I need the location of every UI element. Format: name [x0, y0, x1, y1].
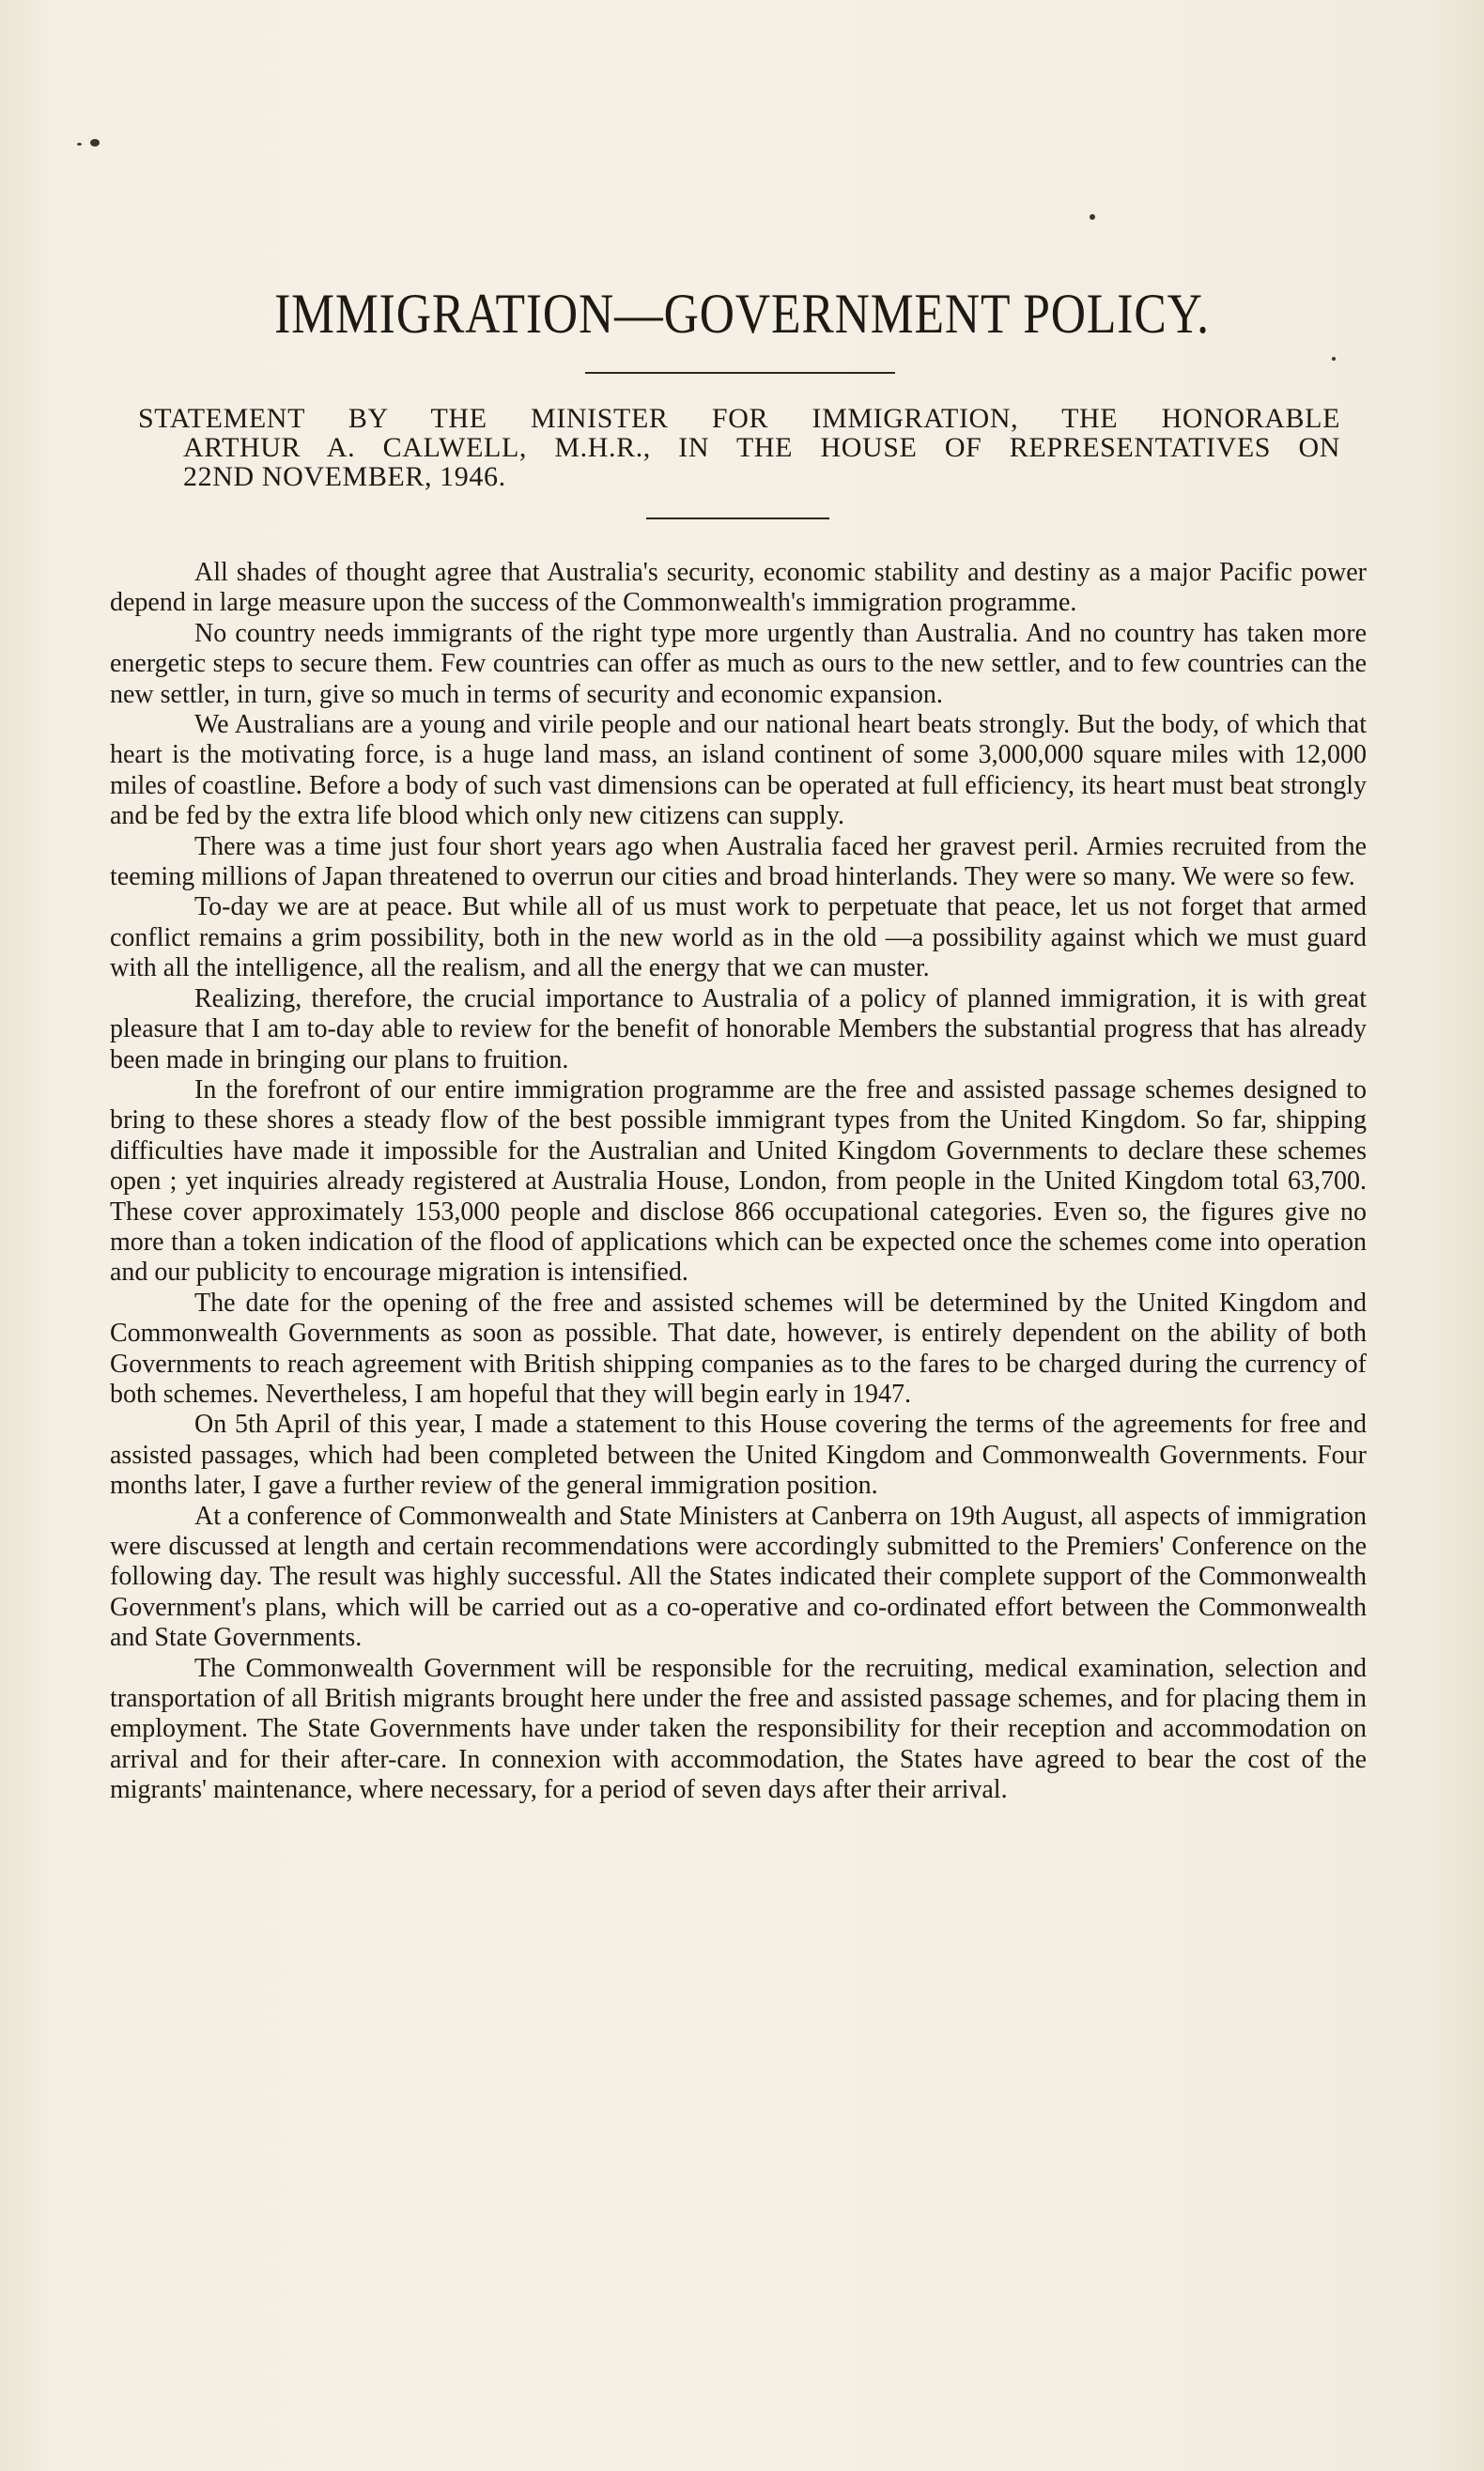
paragraph: We Australians are a young and virile people and our national heart beats strongly. But the body, of which that heart is the motivating force, is a huge land mass, an island continent of some 3,000,000 square miles with 12,000 miles of coastline. Before a body of such vast dimensions can be operated at full efficiency, its heart must beat strongly and be fed by the extra life blood which only new citizens can supply.	[110, 710, 1367, 831]
ink-speck	[1090, 214, 1095, 220]
statement-line-2: ARTHUR A. CALWELL, M.H.R., IN THE HOUSE OF REPRESENTATIVES ON	[183, 432, 1340, 463]
paragraph: The date for the opening of the free and assisted schemes will be determined by the United Kingdom and Commonwealth Governments as soon as possible. That date, however, is entirely dependent on the ability of both Governments to reach agreement with British shipping companies as to the fares to be charged during the currency of both schemes. Nevertheless, I am hopeful that they will begin early in 1947.	[110, 1288, 1367, 1409]
statement-heading	[138, 404, 1340, 491]
heading-divider	[646, 517, 829, 519]
paragraph: In the forefront of our entire immigration programme are the free and assisted passage schemes designed to bring to these shores a steady flow of the best possible immigrant types from the United Kingdom. So far, shipping difficulties have made it impossible for the Australian and United Kingdom Governments to declare these schemes open ; yet inquiries already registered at Australia House, London, from people in the United Kingdom total 63,700. These cover approximately 153,000 people and disclose 866 occupational categories. Even so, the figures give no more than a token indication of the flood of applications which can be expected once the schemes come into operation and our publicity to encourage migration is intensified.	[110, 1074, 1367, 1288]
statement-line-3: 22ND NOVEMBER, 1946.	[183, 461, 506, 492]
document-body	[110, 558, 1367, 1806]
ink-speck	[1332, 357, 1336, 361]
statement-line-1: STATEMENT BY THE MINISTER FOR IMMIGRATION, THE HONORABLE	[138, 403, 1340, 434]
ink-speck	[90, 139, 100, 147]
paragraph: To-day we are at peace. But while all of us must work to perpetuate that peace, let us not forget that armed conflict remains a grim possibility, both in the new world as in the old —a possibility against which we must guard with all the intelligence, all the realism, and all the energy that we can muster.	[110, 892, 1367, 983]
ink-speck	[77, 143, 82, 146]
paragraph: All shades of thought agree that Australia's security, economic stability and destiny as a major Pacific power depend in large measure upon the success of the Commonwealth's immigration programme.	[110, 558, 1367, 618]
paragraph: Realizing, therefore, the crucial importance to Australia of a policy of planned immigration, it is with great pleasure that I am to-day able to review for the benefit of honorable Members the substantial progress that has already been made in bringing our plans to fruition.	[110, 983, 1367, 1074]
title-divider	[585, 372, 895, 374]
paragraph: There was a time just four short years ago when Australia faced her gravest peril. Armies recruited from the teeming millions of Japan threatened to overrun our cities and broad hinterlands. They were so many. We were so few.	[110, 831, 1367, 892]
paragraph: On 5th April of this year, I made a statement to this House covering the terms of the agreements for free and assisted passages, which had been completed between the United Kingdom and Commonwealth Governments. Four months later, I gave a further review of the general immigration position.	[110, 1410, 1367, 1501]
document-title: IMMIGRATION—GOVERNMENT POLICY.	[274, 283, 1210, 345]
paragraph: At a conference of Commonwealth and State Ministers at Canberra on 19th August, all aspects of immigration were discussed at length and certain recommendations were accordingly submitted to the Premiers' Conference on the following day. The result was highly successful. All the States indicated their complete support of the Commonwealth Government's plans, which will be carried out as a co-operative and co-ordinated effort between the Commonwealth and State Governments.	[110, 1501, 1367, 1653]
paragraph: No country needs immigrants of the right type more urgently than Australia. And no country has taken more energetic steps to secure them. Few countries can offer as much as ours to the new settler, and to few countries can the new settler, in turn, give so much in terms of security and economic expansion.	[110, 618, 1367, 709]
paragraph: The Commonwealth Government will be responsible for the recruiting, medical examination, selection and transportation of all British migrants brought here under the free and assisted passage schemes, and for placing them in employment. The State Governments have under taken the responsibility for their reception and accommodation on arrival and for their after-care. In connexion with accommodation, the States have agreed to bear the cost of the migrants' maintenance, where necessary, for a period of seven days after their arrival.	[110, 1653, 1367, 1805]
